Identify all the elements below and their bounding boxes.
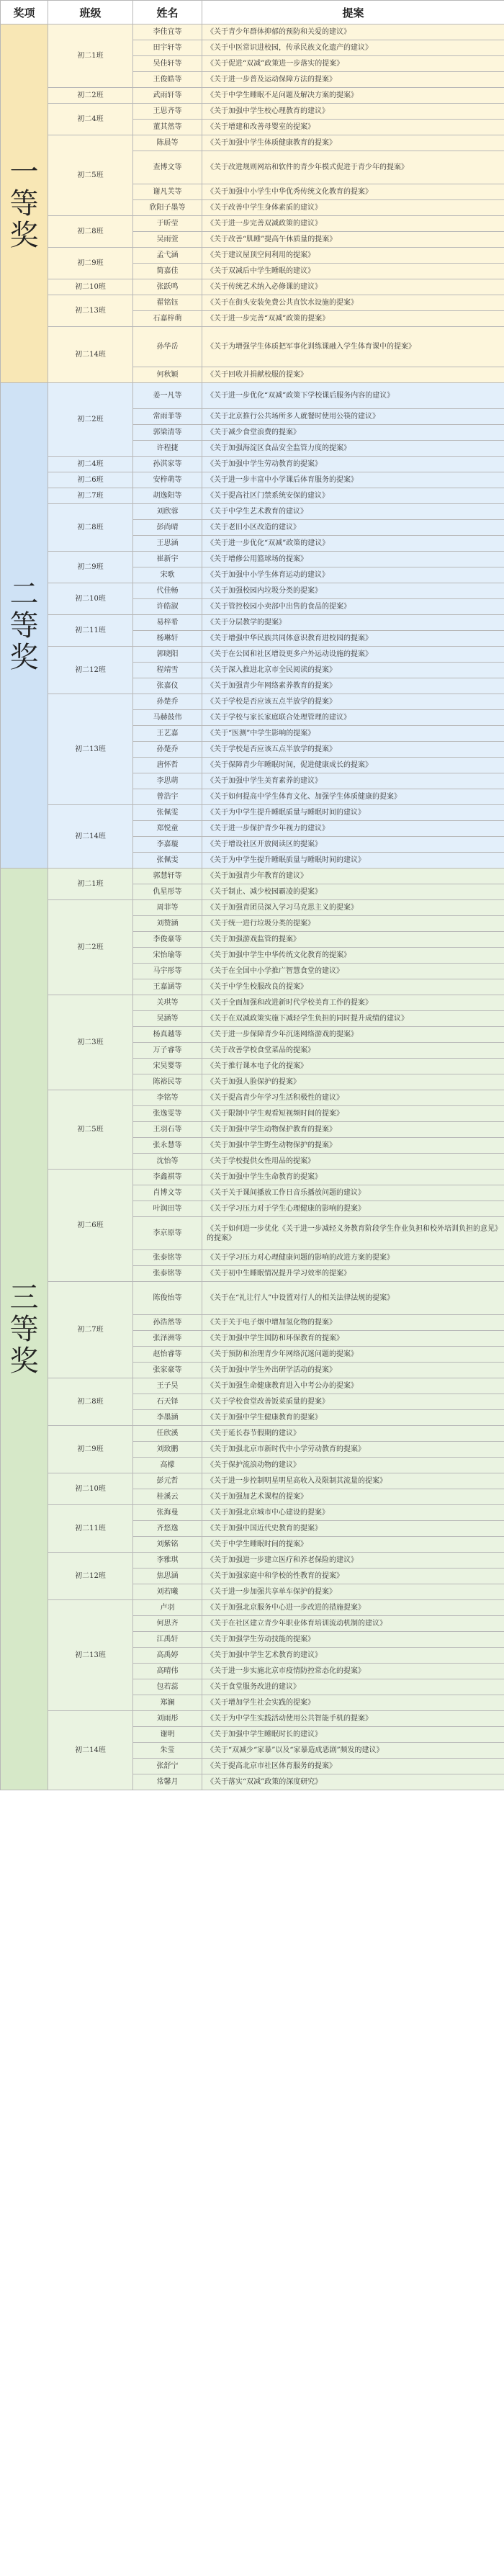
name-cell: 肖博文等 — [133, 1185, 202, 1201]
table-row — [1, 1473, 504, 1489]
proposal-cell: 《关于食堂服务改进的建议》 — [202, 1679, 504, 1695]
name-cell: 李铭等 — [133, 1090, 202, 1106]
name-cell: 刘紫铭 — [133, 1537, 202, 1553]
name-cell: 安梓萌等 — [133, 472, 202, 488]
name-cell: 李思萌 — [133, 773, 202, 789]
class-cell: 初二14班 — [48, 327, 133, 383]
table-row — [1, 88, 504, 104]
name-cell: 李佳宜等 — [133, 24, 202, 40]
class-cell: 初二2班 — [48, 88, 133, 104]
proposal-cell: 《关于进一步实施北京市疫情防控常态化的提案》 — [202, 1664, 504, 1679]
name-cell: 欣阳子墨等 — [133, 200, 202, 216]
proposal-cell: 《关于学校提供女性用品的提案》 — [202, 1154, 504, 1170]
proposal-cell: 《关于延长春节假期的建议》 — [202, 1426, 504, 1442]
proposal-cell: 《关于如何提高中学生体育文化、加强学生体质健康的提案》 — [202, 789, 504, 805]
table-row — [1, 1378, 504, 1394]
table-row — [1, 1170, 504, 1185]
table-row — [1, 248, 504, 264]
proposal-cell: 《关于加强学生劳动技能的提案》 — [202, 1632, 504, 1648]
name-cell: 常馨月 — [133, 1774, 202, 1790]
name-cell: 胡逸阳等 — [133, 488, 202, 504]
name-cell: 张家豪等 — [133, 1363, 202, 1378]
class-cell: 初二4班 — [48, 104, 133, 135]
table-row — [1, 1282, 504, 1315]
proposal-cell: 《关于加强青少年教育的建议》 — [202, 869, 504, 884]
proposal-cell: 《关于中学生艺术教育的建议》 — [202, 504, 504, 520]
name-cell: 许程捷 — [133, 441, 202, 457]
name-cell: 张泰铭等 — [133, 1250, 202, 1266]
proposal-cell: 《关于增设社区开放阅读区的提案》 — [202, 837, 504, 853]
name-cell: 孙楚乔 — [133, 694, 202, 710]
proposal-cell: 《关于进一步优化“双减”政策下学校课后服务内容的建议》 — [202, 383, 504, 409]
table-row — [1, 488, 504, 504]
class-cell: 初二9班 — [48, 248, 133, 279]
class-cell: 初二5班 — [48, 135, 133, 216]
proposal-cell: 《关于推行课本电子化的提案》 — [202, 1059, 504, 1074]
proposal-cell: 《关于加强青团员深入学习马克思主义的提案》 — [202, 900, 504, 916]
table-row — [1, 583, 504, 599]
class-cell: 初二13班 — [48, 295, 133, 327]
name-cell: 常雨菲等 — [133, 409, 202, 425]
table-row — [1, 295, 504, 311]
proposal-cell: 《关于加强中国近代史教育的提案》 — [202, 1521, 504, 1537]
proposal-cell: 《关于在街头安装免费公共直饮水设施的提案》 — [202, 295, 504, 311]
table-row — [1, 1600, 504, 1616]
name-cell: 张泰铭等 — [133, 1266, 202, 1282]
proposal-cell: 《关于保护流浪动物的建议》 — [202, 1458, 504, 1473]
award-cell — [1, 24, 48, 383]
name-cell: 彭元哲 — [133, 1473, 202, 1489]
proposal-cell: 《关于为增强学生体质把军事化训练课融入学生体育课中的提案》 — [202, 327, 504, 367]
name-cell: 高晴伟 — [133, 1664, 202, 1679]
name-cell: 易梓希 — [133, 615, 202, 631]
name-cell: 翟铭钰 — [133, 295, 202, 311]
class-cell: 初二8班 — [48, 504, 133, 552]
class-cell: 初二4班 — [48, 457, 133, 472]
proposal-cell: 《关于中学生睡眠时间的提案》 — [202, 1537, 504, 1553]
proposal-cell: 《关于全面加强和改进新时代学校美育工作的提案》 — [202, 995, 504, 1011]
proposal-cell: 《关于学习压力对于学生心理健康的影响的提案》 — [202, 1201, 504, 1217]
name-cell: 刘赞涵 — [133, 916, 202, 932]
proposal-cell: 《关于加强中学生健康教育的提案》 — [202, 1410, 504, 1426]
name-cell: 程靖雪 — [133, 663, 202, 678]
class-cell: 初二6班 — [48, 472, 133, 488]
proposal-cell: 《关于加强中小学生中华优秀传统文化教育的提案》 — [202, 184, 504, 200]
proposal-cell: 《关于初中生睡眠情况提升学习效率的提案》 — [202, 1266, 504, 1282]
proposal-cell: 《关于建议屋顶空间利用的提案》 — [202, 248, 504, 264]
name-cell: 陈俊怡等 — [133, 1282, 202, 1315]
name-cell: 石天铎 — [133, 1394, 202, 1410]
proposal-cell: 《关于加强中学生体质健康教育的提案》 — [202, 135, 504, 151]
table-row — [1, 216, 504, 232]
award-label: 二等奖 — [9, 577, 39, 674]
name-cell: 何思齐 — [133, 1616, 202, 1632]
name-cell: 李鑫祺等 — [133, 1170, 202, 1185]
proposal-cell: 《关于提高社区门禁系统安保的建议》 — [202, 488, 504, 504]
proposal-cell: 《关于增修公用篮球场的提案》 — [202, 552, 504, 567]
name-cell: 董其然等 — [133, 120, 202, 135]
name-cell: 张跃鸣 — [133, 279, 202, 295]
name-cell: 江禹轩 — [133, 1632, 202, 1648]
table-row — [1, 552, 504, 567]
class-cell: 初二10班 — [48, 279, 133, 295]
name-cell: 杨真越等 — [133, 1027, 202, 1043]
name-cell: 张逸雯等 — [133, 1106, 202, 1122]
table-row — [1, 995, 504, 1011]
table-row — [1, 504, 504, 520]
proposal-cell: 《关于关于电子烟中增加氢化物的提案》 — [202, 1315, 504, 1331]
name-cell: 刘雨彤 — [133, 1711, 202, 1727]
proposal-cell: 《关于中学生校服改良的提案》 — [202, 979, 504, 995]
proposal-cell: 《关于加强中小学生体育运动的建议》 — [202, 567, 504, 583]
name-cell: 刘致鹏 — [133, 1442, 202, 1458]
award-label: 一等奖 — [9, 155, 39, 252]
proposal-cell: 《关于为中学生实践活动使用公共智能手机的提案》 — [202, 1711, 504, 1727]
name-cell: 焦思涵 — [133, 1569, 202, 1584]
proposal-cell: 《关于加强生命健康教育进入中考公办的提案》 — [202, 1378, 504, 1394]
header-class: 班级 — [48, 1, 133, 24]
proposal-cell: 《关于加强游戏监管的提案》 — [202, 932, 504, 948]
name-cell: 王嘉涵等 — [133, 979, 202, 995]
proposal-cell: 《关于制止、减少校园霸凌的提案》 — [202, 884, 504, 900]
name-cell: 陈晨等 — [133, 135, 202, 151]
name-cell: 孙淇家等 — [133, 457, 202, 472]
proposal-cell: 《关于老旧小区改造的建议》 — [202, 520, 504, 536]
class-cell: 初二11班 — [48, 1505, 133, 1553]
proposal-cell: 《关于在“礼让行人”中设置对行人的相关法律法规的提案》 — [202, 1282, 504, 1315]
name-cell: 简嘉佳 — [133, 264, 202, 279]
table-row — [1, 1505, 504, 1521]
name-cell: 石嘉梓萌 — [133, 311, 202, 327]
proposal-cell: 《关于加强中学生中华传统文化教育的提案》 — [202, 948, 504, 964]
proposal-cell: 《关于加强北京市新时代中小学劳动教育的提案》 — [202, 1442, 504, 1458]
name-cell: 赵怡睿等 — [133, 1347, 202, 1363]
awards-body — [1, 24, 504, 1790]
proposal-cell: 《关于加强北京服务中心进一步改进的措施提案》 — [202, 1600, 504, 1616]
class-cell: 初二2班 — [48, 900, 133, 995]
proposal-cell: 《关于加强进一步建立医疗和养老保险的建议》 — [202, 1553, 504, 1569]
name-cell: 张舒宁 — [133, 1759, 202, 1774]
proposal-cell: 《关于在双减政策实施下减轻学生负担的同时提升成绩的建议》 — [202, 1011, 504, 1027]
proposal-cell: 《关于进一步完善“双减”政策的提案》 — [202, 311, 504, 327]
name-cell: 马赫鼓伟 — [133, 710, 202, 726]
proposal-cell: 《关于提高北京市社区体育服务的提案》 — [202, 1759, 504, 1774]
proposal-cell: 《关于中医常识进校园，传承民族文化遗产的建议》 — [202, 40, 504, 56]
table-row — [1, 1711, 504, 1727]
name-cell: 高檬 — [133, 1458, 202, 1473]
table-row — [1, 457, 504, 472]
name-cell: 王艺嘉 — [133, 726, 202, 742]
proposal-cell: 《关于提高青少年学习生活积极性的建议》 — [202, 1090, 504, 1106]
name-cell: 孙浩然等 — [133, 1315, 202, 1331]
award-cell — [1, 383, 48, 869]
table-row — [1, 615, 504, 631]
proposal-cell: 《关于加强中学生外出研学活动的提案》 — [202, 1363, 504, 1378]
proposal-cell: 《关于加强中学生艺术教育的建议》 — [202, 1648, 504, 1664]
table-row — [1, 1553, 504, 1569]
name-cell: 沈怡等 — [133, 1154, 202, 1170]
proposal-cell: 《关于进一步完善双减政策的建议》 — [202, 216, 504, 232]
class-cell: 初二8班 — [48, 1378, 133, 1426]
name-cell: 桂溪云 — [133, 1489, 202, 1505]
name-cell: 武雨轩等 — [133, 88, 202, 104]
proposal-cell: 《关于加强中学生生命教育的提案》 — [202, 1170, 504, 1185]
class-cell: 初二1班 — [48, 869, 133, 900]
proposal-cell: 《关于进一步控制明星明星高收入及限制其流量的提案》 — [202, 1473, 504, 1489]
name-cell: 仇星彤等 — [133, 884, 202, 900]
proposal-cell: 《关于加强中学生动物保护教育的提案》 — [202, 1122, 504, 1138]
proposal-cell: 《关于加强中学生野生动物保护的提案》 — [202, 1138, 504, 1154]
proposal-cell: 《关于加强海淀区食品安全监管力度的提案》 — [202, 441, 504, 457]
proposal-cell: 《关于进一步加强共享单车保护的提案》 — [202, 1584, 504, 1600]
name-cell: 万子睿等 — [133, 1043, 202, 1059]
name-cell: 张佩雯 — [133, 853, 202, 869]
proposal-cell: 《关于双减后中学生睡眠的建议》 — [202, 264, 504, 279]
proposal-cell: 《关于在全国中小学推广智慧食堂的建议》 — [202, 964, 504, 979]
table-row — [1, 647, 504, 663]
proposal-cell: 《关于进一步优化“双减”政策的建议》 — [202, 536, 504, 552]
proposal-cell: 《关于促进“双减”政策进一步落实的提案》 — [202, 56, 504, 72]
name-cell: 包若蕊 — [133, 1679, 202, 1695]
table-row — [1, 1090, 504, 1106]
class-cell: 初二14班 — [48, 1711, 133, 1790]
proposal-cell: 《关于加强中学生校心理教育的建议》 — [202, 104, 504, 120]
name-cell: 王子昊 — [133, 1378, 202, 1394]
class-cell: 初二14班 — [48, 805, 133, 869]
name-cell: 吴佳轩等 — [133, 56, 202, 72]
name-cell: 吴涵等 — [133, 1011, 202, 1027]
table-row — [1, 327, 504, 367]
proposal-cell: 《关于加强青少年网络素养教育的提案》 — [202, 678, 504, 694]
name-cell: 齐悠逸 — [133, 1521, 202, 1537]
class-cell: 初二6班 — [48, 1170, 133, 1282]
name-cell: 谢凡芙等 — [133, 184, 202, 200]
proposal-cell: 《关于传统艺术纳入必修课的建议》 — [202, 279, 504, 295]
class-cell: 初二13班 — [48, 1600, 133, 1711]
proposal-cell: 《关于加强中学生劳动教育的提案》 — [202, 457, 504, 472]
name-cell: 卢羽 — [133, 1600, 202, 1616]
proposal-cell: 《关于加强北京城市中心建设的提案》 — [202, 1505, 504, 1521]
name-cell: 郑悦童 — [133, 821, 202, 837]
name-cell: 谢明 — [133, 1727, 202, 1743]
table-row — [1, 900, 504, 916]
proposal-cell: 《关于统一进行垃圾分类的提案》 — [202, 916, 504, 932]
proposal-cell: 《关于加强加艺术课程的提案》 — [202, 1489, 504, 1505]
name-cell: 郭梁清等 — [133, 425, 202, 441]
proposal-cell: 《关于学校是否应该五点半放学的提案》 — [202, 742, 504, 758]
name-cell: 王俊皓等 — [133, 72, 202, 88]
name-cell: 郭慧轩等 — [133, 869, 202, 884]
name-cell: 刘若曦 — [133, 1584, 202, 1600]
proposal-cell: 《关于在公园和社区增设更多户外运动设施的提案》 — [202, 647, 504, 663]
proposal-cell: 《关于预防和治理青少年网络沉迷问题的提案》 — [202, 1347, 504, 1363]
proposal-cell: 《关于为中学生提升睡眠质量与睡眠时间的建议》 — [202, 853, 504, 869]
proposal-cell: 《关于进一步保障青少年沉迷网络游戏的提案》 — [202, 1027, 504, 1043]
proposal-cell: 《关于青少年群体抑郁的预防和关爱的建议》 — [202, 24, 504, 40]
class-cell: 初二9班 — [48, 552, 133, 583]
class-cell: 初二1班 — [48, 24, 133, 88]
proposal-cell: 《关于回收并捐献校服的提案》 — [202, 367, 504, 383]
proposal-cell: 《关于加强中学生美育素养的建议》 — [202, 773, 504, 789]
proposal-cell: 《关于如何进一步优化《关于进一步减轻义务教育阶段学生作业负担和校外培训负担的意见》的提案》 — [202, 1217, 504, 1250]
proposal-cell: 《关于学习压力对心理健康问题的影响的改进方案的提案》 — [202, 1250, 504, 1266]
class-cell: 初二8班 — [48, 216, 133, 248]
proposal-cell: 《关于改善中学生身体素质的建议》 — [202, 200, 504, 216]
name-cell: 王思齐等 — [133, 104, 202, 120]
name-cell: 李雅琪 — [133, 1553, 202, 1569]
proposal-cell: 《关于“医测”中学生影响的提案》 — [202, 726, 504, 742]
table-row — [1, 1426, 504, 1442]
name-cell: 周菲等 — [133, 900, 202, 916]
name-cell: 吴雨萱 — [133, 232, 202, 248]
proposal-cell: 《关于分层教学的提案》 — [202, 615, 504, 631]
name-cell: 李墨涵 — [133, 1410, 202, 1426]
name-cell: 孟弋涵 — [133, 248, 202, 264]
proposal-cell: 《关于加强中学生睡眠时长的建议》 — [202, 1727, 504, 1743]
proposal-cell: 《关于改善学校食堂菜品的提案》 — [202, 1043, 504, 1059]
header-row — [1, 1, 504, 24]
class-cell: 初二10班 — [48, 583, 133, 615]
name-cell: 李俊豪等 — [133, 932, 202, 948]
proposal-cell: 《关于落实“双减”政策的深度研究》 — [202, 1774, 504, 1790]
name-cell: 崔新宇 — [133, 552, 202, 567]
proposal-cell: 《关于改进规则网站和软件的青少年模式促进于青少年的提案》 — [202, 151, 504, 184]
proposal-cell: 《关于在社区建立青少年职业体育培训流动机制的建议》 — [202, 1616, 504, 1632]
table-row — [1, 383, 504, 409]
name-cell: 陈裕民等 — [133, 1074, 202, 1090]
class-cell: 初二5班 — [48, 1090, 133, 1170]
name-cell: 宋怡瑜等 — [133, 948, 202, 964]
table-row — [1, 104, 504, 120]
name-cell: 任欣溪 — [133, 1426, 202, 1442]
header-proposal: 提案 — [202, 1, 504, 24]
award-label: 三等奖 — [9, 1280, 39, 1378]
name-cell: 关琪等 — [133, 995, 202, 1011]
table-row — [1, 805, 504, 821]
proposal-cell: 《关于管控校园小卖部中出售的食品的提案》 — [202, 599, 504, 615]
proposal-cell: 《关于进一步保护青少年视力的建议》 — [202, 821, 504, 837]
name-cell: 李京原等 — [133, 1217, 202, 1250]
proposal-cell: 《关于加强家庭中和学校的性教育的提案》 — [202, 1569, 504, 1584]
proposal-cell: 《关于限制中学生观看短视频时间的提案》 — [202, 1106, 504, 1122]
proposal-cell: 《关于保障青少年睡眠时间，促进健康成长的提案》 — [202, 758, 504, 773]
name-cell: 田宇轩等 — [133, 40, 202, 56]
proposal-cell: 《关于增建和改善母婴室的提案》 — [202, 120, 504, 135]
table-row — [1, 135, 504, 151]
proposal-cell: 《关于加强校园内垃圾分类的提案》 — [202, 583, 504, 599]
name-cell: 张嘉仪 — [133, 678, 202, 694]
name-cell: 宋歌 — [133, 567, 202, 583]
name-cell: 彭尚晴 — [133, 520, 202, 536]
name-cell: 刘欣蓉 — [133, 504, 202, 520]
table-row — [1, 279, 504, 295]
name-cell: 曾浩宇 — [133, 789, 202, 805]
table-row — [1, 694, 504, 710]
name-cell: 王思涵 — [133, 536, 202, 552]
header-name: 姓名 — [133, 1, 202, 24]
name-cell: 代佳畅 — [133, 583, 202, 599]
class-cell: 初二11班 — [48, 615, 133, 647]
name-cell: 宋昊婴等 — [133, 1059, 202, 1074]
name-cell: 郭晓阳 — [133, 647, 202, 663]
proposal-cell: 《关于学校与家长家庭联合处理管理的建议》 — [202, 710, 504, 726]
name-cell: 朱莹 — [133, 1743, 202, 1759]
proposal-cell: 《关于加强人脸保护的提案》 — [202, 1074, 504, 1090]
proposal-cell: 《关于北京推行公共场所多人就餐时使用公筷的建议》 — [202, 409, 504, 425]
name-cell: 于昕莹 — [133, 216, 202, 232]
name-cell: 王羽石等 — [133, 1122, 202, 1138]
name-cell: 孙华岳 — [133, 327, 202, 367]
class-cell: 初二10班 — [48, 1473, 133, 1505]
name-cell: 马宇彤等 — [133, 964, 202, 979]
name-cell: 许皓淑 — [133, 599, 202, 615]
class-cell: 初二13班 — [48, 694, 133, 805]
name-cell: 何秋颖 — [133, 367, 202, 383]
name-cell: 郑澜 — [133, 1695, 202, 1711]
class-cell: 初二9班 — [48, 1426, 133, 1473]
name-cell: 唐怀哲 — [133, 758, 202, 773]
proposal-cell: 《关于“双减少“家暴”以及“家暴造成恶剧”频发的建议》 — [202, 1743, 504, 1759]
proposal-cell: 《关于深入推进北京市全民阅读的提案》 — [202, 663, 504, 678]
award-cell — [1, 869, 48, 1790]
class-cell: 初二12班 — [48, 647, 133, 694]
name-cell: 叶润田等 — [133, 1201, 202, 1217]
proposal-cell: 《关于学校是否应该五点半放学的提案》 — [202, 694, 504, 710]
table-row — [1, 472, 504, 488]
proposal-cell: 《关于进一步普及运动保障方法的提案》 — [202, 72, 504, 88]
class-cell: 初二3班 — [48, 995, 133, 1090]
proposal-cell: 《关于学校食堂改善饭菜质量的提案》 — [202, 1394, 504, 1410]
name-cell: 张泽洲等 — [133, 1331, 202, 1347]
class-cell: 初二2班 — [48, 383, 133, 457]
header-award: 奖项 — [1, 1, 48, 24]
name-cell: 张永慧等 — [133, 1138, 202, 1154]
name-cell: 李嘉璇 — [133, 837, 202, 853]
table-row — [1, 24, 504, 40]
name-cell: 姜一凡等 — [133, 383, 202, 409]
proposal-cell: 《关于进一步丰富中小学课后体育服务的提案》 — [202, 472, 504, 488]
proposal-cell: 《关于加强中学生国防和环保教育的提案》 — [202, 1331, 504, 1347]
proposal-cell: 《关于增加学生社会实践的提案》 — [202, 1695, 504, 1711]
proposal-cell: 《关于增强中华民族共同体意识教育进校园的提案》 — [202, 631, 504, 647]
name-cell: 高禹婷 — [133, 1648, 202, 1664]
proposal-cell: 《关于关于课间播放工作日音乐播放问题的建议》 — [202, 1185, 504, 1201]
proposal-cell: 《关于为中学生提升睡眠质量与睡眠时间的建议》 — [202, 805, 504, 821]
class-cell: 初二7班 — [48, 1282, 133, 1378]
table-row — [1, 869, 504, 884]
class-cell: 初二12班 — [48, 1553, 133, 1600]
name-cell: 查博文等 — [133, 151, 202, 184]
name-cell: 张海曼 — [133, 1505, 202, 1521]
name-cell: 杨琳轩 — [133, 631, 202, 647]
name-cell: 孙楚乔 — [133, 742, 202, 758]
name-cell: 张佩雯 — [133, 805, 202, 821]
proposal-cell: 《关于改善“肌睡”提高午休质量的提案》 — [202, 232, 504, 248]
class-cell: 初二7班 — [48, 488, 133, 504]
proposal-cell: 《关于中学生睡眠不足问题及解决方案的提案》 — [202, 88, 504, 104]
proposal-cell: 《关于减少食堂浪费的提案》 — [202, 425, 504, 441]
